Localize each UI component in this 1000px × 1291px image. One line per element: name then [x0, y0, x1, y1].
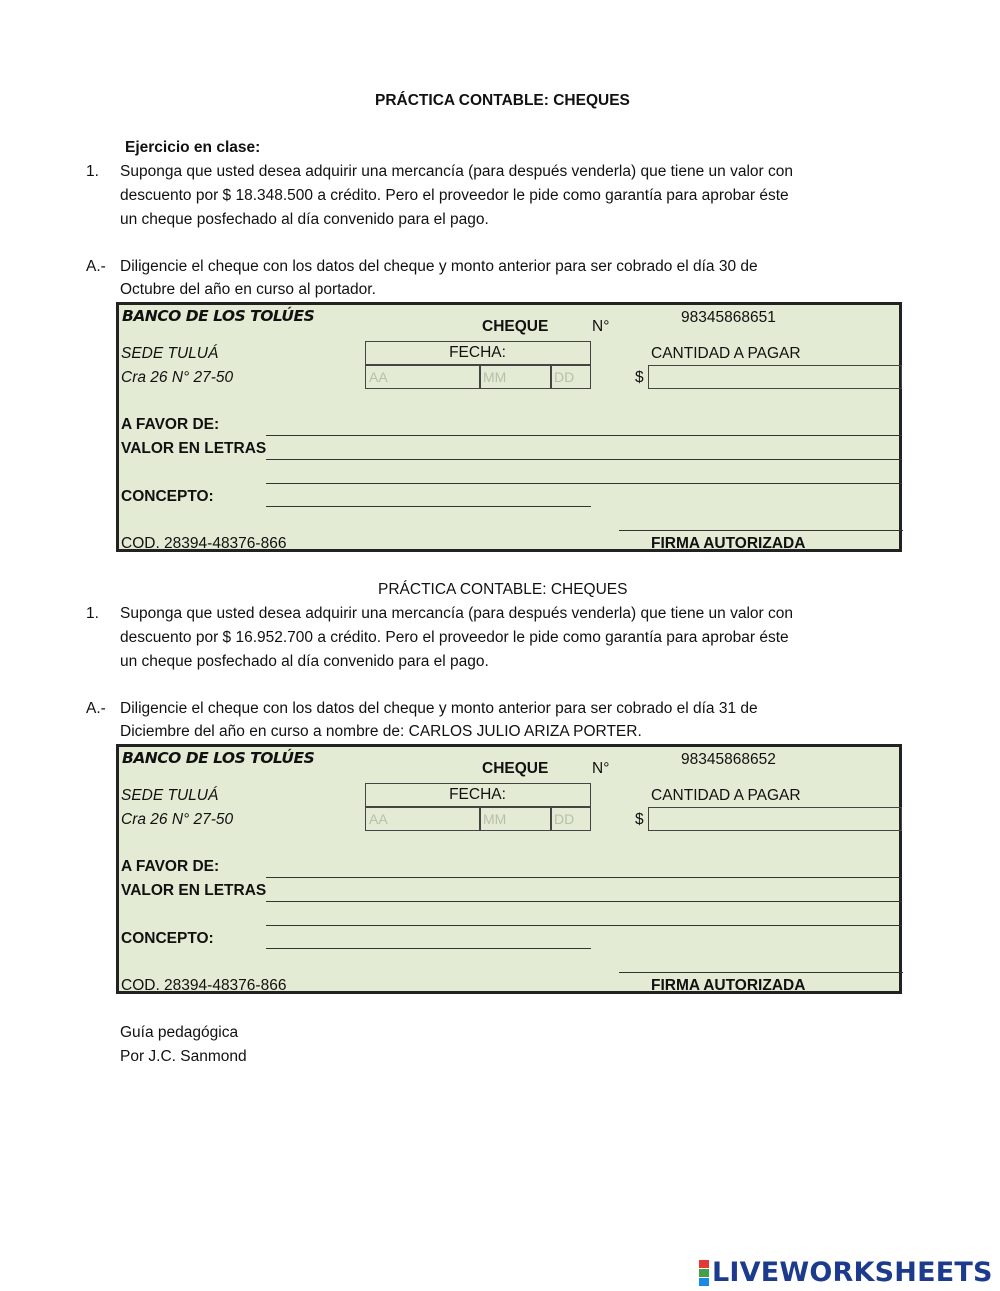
- exercise2-line: descuento por $ 16.952.700 a crédito. Pero el proveedor le pide como garantía para aprobar éste: [120, 629, 789, 646]
- cheque-label: CHEQUE: [482, 760, 549, 777]
- amount-field[interactable]: [648, 807, 902, 831]
- signature-line: [619, 530, 903, 531]
- branch-address: Cra 26 N° 27-50: [121, 811, 234, 828]
- letras-input[interactable]: [266, 436, 902, 458]
- concepto-line: [266, 506, 591, 507]
- logo-blocks-icon: [699, 1260, 709, 1286]
- currency-sign: $: [635, 811, 644, 828]
- branch-name: SEDE TULUÁ: [121, 787, 219, 804]
- amount-input[interactable]: [649, 366, 901, 388]
- concepto-input[interactable]: [266, 483, 591, 505]
- logo-block: [699, 1278, 709, 1286]
- favor-input[interactable]: [266, 854, 902, 876]
- year-input[interactable]: [366, 366, 480, 388]
- exercise2-line: un cheque posfechado al día convenido para el pago.: [120, 653, 489, 670]
- fecha-label: FECHA:: [449, 344, 506, 361]
- letras-label: VALOR EN LETRAS: [121, 440, 267, 457]
- exercise1-line: un cheque posfechado al día convenido para el pago.: [120, 211, 489, 228]
- signature-label: FIRMA AUTORIZADA: [651, 535, 806, 552]
- letras-input[interactable]: [266, 878, 902, 900]
- exercise1-line: Suponga que usted desea adquirir una mercancía (para después venderla) que tiene un valor con: [120, 163, 793, 180]
- bank-name: BANCO DE LOS TOLÚES: [122, 307, 315, 325]
- fecha-header: [365, 783, 591, 807]
- exercise1-line: descuento por $ 18.348.500 a crédito. Pero el proveedor le pide como garantía para aprobar éste: [120, 187, 789, 204]
- cheque-1: [116, 302, 902, 552]
- number-sign: N°: [592, 318, 610, 335]
- exercise1-number: 1.: [86, 163, 99, 180]
- month-field[interactable]: [479, 365, 552, 389]
- logo-block: [699, 1269, 709, 1277]
- branch-address: Cra 26 N° 27-50: [121, 369, 234, 386]
- exercise2-a-line: Diligencie el cheque con los datos del cheque y monto anterior para ser cobrado el día 31 de: [120, 700, 758, 717]
- exercise-subtitle: Ejercicio en clase:: [125, 139, 261, 156]
- concepto-label: CONCEPTO:: [121, 488, 214, 505]
- letras-label: VALOR EN LETRAS: [121, 882, 267, 899]
- cheque-number: 98345868652: [681, 751, 776, 768]
- fecha-header: [365, 341, 591, 365]
- amount-field[interactable]: [648, 365, 902, 389]
- favor-label: A FAVOR DE:: [121, 858, 220, 875]
- year-field[interactable]: [365, 365, 481, 389]
- cheque-code: COD. 28394-48376-866: [121, 535, 287, 552]
- concepto-label: CONCEPTO:: [121, 930, 214, 947]
- fecha-label: FECHA:: [449, 786, 506, 803]
- cheque-2: [116, 744, 902, 994]
- number-sign: N°: [592, 760, 610, 777]
- day-input[interactable]: [551, 366, 590, 388]
- letras-input-2[interactable]: [266, 902, 902, 924]
- month-input[interactable]: [480, 808, 551, 830]
- month-input[interactable]: [480, 366, 551, 388]
- cheque-label: CHEQUE: [482, 318, 549, 335]
- exercise2-line: Suponga que usted desea adquirir una mercancía (para después venderla) que tiene un valor con: [120, 605, 793, 622]
- year-input[interactable]: [366, 808, 480, 830]
- day-input[interactable]: [551, 808, 590, 830]
- logo-block: [699, 1260, 709, 1268]
- month-field[interactable]: [479, 807, 552, 831]
- concepto-line: [266, 948, 591, 949]
- day-field[interactable]: [550, 807, 591, 831]
- liveworksheets-logo: [699, 1257, 993, 1288]
- year-field[interactable]: [365, 807, 481, 831]
- signature-line: [619, 972, 903, 973]
- favor-label: A FAVOR DE:: [121, 416, 220, 433]
- signature-label: FIRMA AUTORIZADA: [651, 977, 806, 994]
- branch-name: SEDE TULUÁ: [121, 345, 219, 362]
- cantidad-label: CANTIDAD A PAGAR: [651, 787, 801, 804]
- cheque-number: 98345868651: [681, 309, 776, 326]
- footer-guide: Guía pedagógica: [120, 1024, 239, 1041]
- logo-text: LIVEWORKSHEETS: [712, 1257, 993, 1288]
- cantidad-label: CANTIDAD A PAGAR: [651, 345, 801, 362]
- currency-sign: $: [635, 369, 644, 386]
- exercise1-a-label: A.-: [86, 258, 106, 275]
- exercise2-a-label: A.-: [86, 700, 106, 717]
- letras-input-2[interactable]: [266, 460, 902, 482]
- favor-input[interactable]: [266, 412, 902, 434]
- exercise2-a-line: Diciembre del año en curso a nombre de: CARLOS JULIO ARIZA PORTER.: [120, 723, 642, 740]
- exercise1-a-line: Diligencie el cheque con los datos del cheque y monto anterior para ser cobrado el día 30 de: [120, 258, 758, 275]
- cheque-code: COD. 28394-48376-866: [121, 977, 287, 994]
- exercise2-title: PRÁCTICA CONTABLE: CHEQUES: [378, 581, 628, 598]
- footer-author: Por J.C. Sanmond: [120, 1048, 247, 1065]
- exercise2-number: 1.: [86, 605, 99, 622]
- exercise1-a-line: Octubre del año en curso al portador.: [120, 281, 376, 298]
- bank-name: BANCO DE LOS TOLÚES: [122, 749, 315, 767]
- concepto-input[interactable]: [266, 925, 591, 947]
- page-title: PRÁCTICA CONTABLE: CHEQUES: [375, 92, 630, 109]
- amount-input[interactable]: [649, 808, 901, 830]
- day-field[interactable]: [550, 365, 591, 389]
